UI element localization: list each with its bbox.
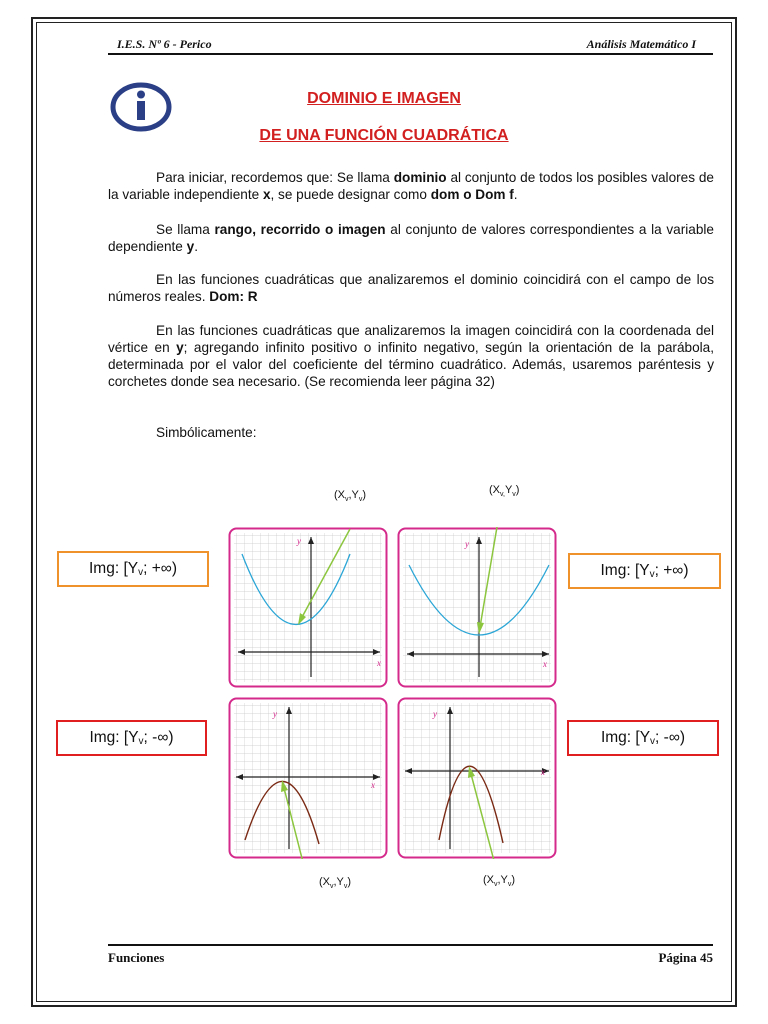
paragraph-simbolicamente: Simbólicamente:	[156, 425, 257, 440]
image-box-bottom-left: Img: [Y v ; -∞)	[56, 720, 207, 756]
y-axis-label: y	[465, 539, 469, 549]
x-axis-label: x	[371, 780, 375, 790]
footer-rule	[108, 944, 713, 946]
header-school: I.E.S. Nº 6 - Perico	[117, 37, 212, 51]
x-axis-label: x	[543, 659, 547, 669]
image-box-top-left: Img: [Y v ; +∞)	[57, 551, 209, 587]
vertex-label: $(X_v,Y_v)$	[483, 874, 516, 888]
vertex-label: $(X_v,Y_v)$	[334, 489, 367, 503]
y-axis-label: y	[273, 709, 277, 719]
page-subtitle: DE UNA FUNCIÓN CUADRÁTICA	[259, 127, 509, 144]
graph-grid	[403, 533, 551, 682]
graph-parabola-down-1	[228, 697, 388, 859]
graph-grid	[403, 703, 551, 853]
y-axis-label: y	[433, 709, 437, 719]
footer-section: Funciones	[108, 950, 165, 965]
paragraph-dom-r: En las funciones cuadráticas que analizaremos el dominio coincidirá con el campo de los números reales. Dom: R	[108, 272, 714, 304]
paragraph-rango: Se llama rango, recorrido o imagen al conjunto de valores correspondientes a la variable dependiente y.	[108, 222, 714, 254]
y-axis-label: y	[297, 536, 301, 546]
image-box-top-right: Img: [Y v ; +∞)	[568, 553, 721, 589]
page-title: DOMINIO E IMAGEN	[307, 90, 461, 107]
x-axis-label: x	[541, 767, 545, 777]
graph-parabola-up-2	[397, 527, 557, 688]
x-axis-label: x	[377, 658, 381, 668]
paragraph-dominio: Para iniciar, recordemos que: Se llama dominio al conjunto de todos los posibles valores de la variable independiente x, se puede designar como dom o Dom f.	[108, 170, 714, 202]
header-subject: Análisis Matemático I	[586, 37, 696, 51]
header-rule	[108, 53, 713, 55]
vertex-label: $(X_{v,}Y_v)$	[489, 484, 520, 498]
graph-parabola-down-2	[397, 697, 557, 859]
vertex-label: $(X_v,Y_v)$	[319, 876, 352, 890]
paragraph-imagen: En las funciones cuadráticas que analizaremos la imagen coincidirá con la coordenada del vértice en y; agregando infinito positivo o infinito negativo, según la orientación de la parábola, determinada por el valor del coeficiente del término cuadrático. Además, usaremos paréntesis y corchetes donde sea necesario. (Se recomienda leer página 32)	[108, 323, 714, 389]
graph-grid	[234, 703, 382, 853]
graph-parabola-up-1	[228, 527, 388, 688]
page-number: Página 45	[658, 950, 713, 965]
image-box-bottom-right: Img: [Y v ; -∞)	[567, 720, 719, 756]
